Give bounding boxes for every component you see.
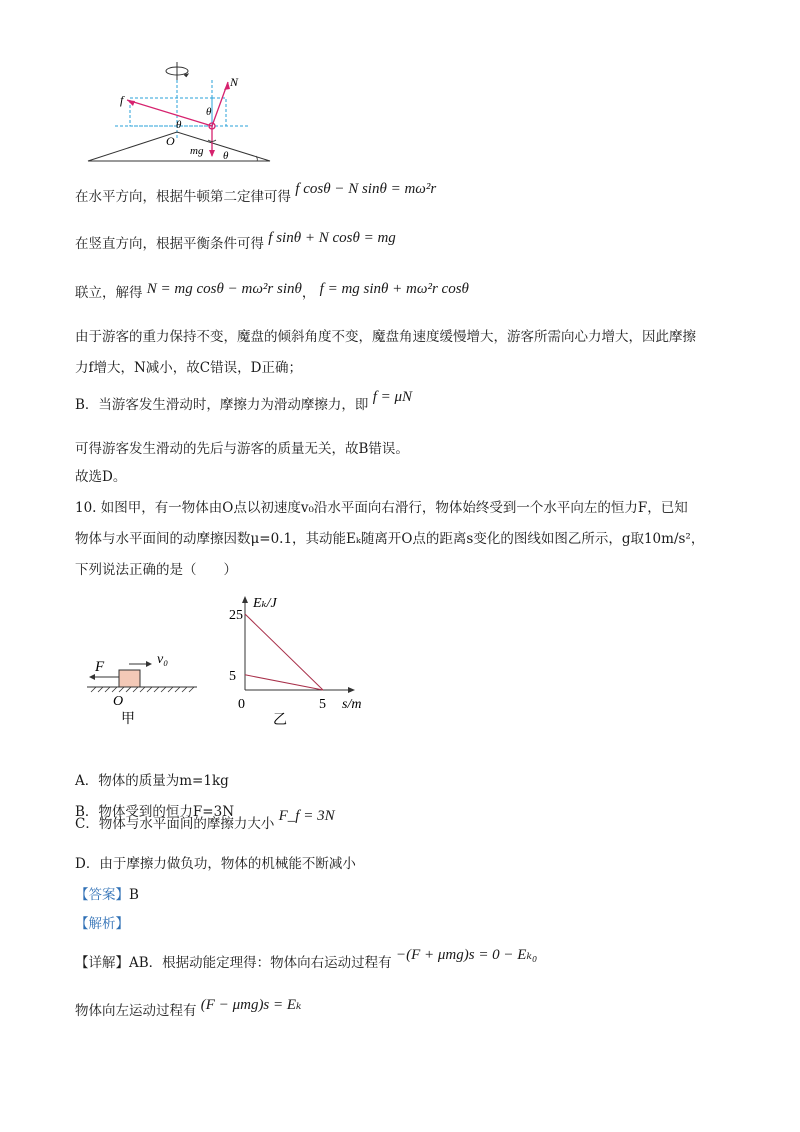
- para-reason-line2: 力f增大，N减小，故C错误，D正确；: [75, 360, 302, 376]
- label-theta: θ: [176, 119, 182, 131]
- formula-horizontal: f cosθ − N sinθ = mω²r: [295, 181, 437, 197]
- figure-jia: [85, 645, 205, 727]
- x-tick-label-5: 5: [319, 697, 326, 712]
- block: [119, 670, 140, 687]
- question-line3: 下列说法正确的是（ ）: [75, 562, 237, 578]
- option-B: B．物体受到的恒力F=3N: [75, 804, 235, 820]
- label-N: N: [230, 75, 239, 89]
- caption-yi: 乙: [273, 713, 287, 728]
- formula-f-muN: f = μN: [372, 389, 413, 405]
- formula-N: N = mg cosθ − mω²r sinθ: [146, 281, 302, 297]
- y-tick-label-25: 25: [229, 608, 243, 623]
- disk-force-diagram: [80, 60, 280, 170]
- detail2-line: 物体向左运动过程有 (F − μmg)s = Eₖ: [75, 997, 302, 1019]
- formula-energy-left: (F − μmg)s = Eₖ: [200, 997, 302, 1013]
- answer-value: B: [129, 887, 139, 903]
- origin-label: 0: [238, 697, 245, 712]
- formula-f: f = mg sinθ + mω²r cosθ: [319, 281, 469, 297]
- option-C: C．物体与水平面间的摩擦力大小 F_f = 3N: [75, 808, 335, 832]
- disk-cone: [88, 132, 270, 161]
- label-v0: v₀: [157, 652, 169, 667]
- answer-line: [75, 886, 139, 904]
- rotation-arrow-icon: [166, 62, 188, 80]
- y-tick-label-5: 5: [229, 668, 236, 684]
- analysis-tag: 【解析】: [75, 916, 129, 932]
- y-axis-label: Eₖ/J: [253, 596, 277, 611]
- para-solve: 联立，解得 N = mg cosθ − mω²r sinθ， f = mg sinθ + mω²r cosθ: [75, 281, 469, 301]
- formula-vertical: f sinθ + N cosθ = mg: [268, 230, 396, 246]
- figure-yi-chart: [225, 590, 385, 730]
- answer-tag: 【答案】: [75, 887, 129, 903]
- option-A: A．物体的质量为m=1kg: [75, 773, 229, 789]
- formula-Ff: F_f = 3N: [278, 808, 335, 824]
- option-D: D．由于摩擦力做负功，物体的机械能不断减小: [75, 856, 356, 872]
- detail-line: 【详解】AB．根据动能定理得：物体向右运动过程有 −(F + μmg)s = 0 − Eₖ₀: [75, 947, 538, 971]
- label-O: O: [166, 134, 175, 148]
- label-theta-small: θ: [206, 106, 212, 118]
- caption-jia: 甲: [121, 712, 135, 727]
- para-reason-line1: 由于游客的重力保持不变，魔盘的倾斜角度不变，魔盘角速度缓慢增大，游客所需向心力增大，因此摩擦: [75, 329, 696, 345]
- para-B: B．当游客发生滑动时，摩擦力为滑动摩擦力，即 f = μN: [75, 389, 413, 413]
- series-line-2: [245, 675, 323, 690]
- question-line2: 物体与水平面间的动摩擦因数μ=0.1，其动能Eₖ随离开O点的距离s变化的图线如图乙所示，g取10m/s²，: [75, 531, 705, 547]
- label-O: O: [113, 694, 124, 709]
- formula-energy-right: −(F + μmg)s = 0 − Eₖ₀: [395, 947, 538, 963]
- force-f-arrow: [127, 100, 212, 126]
- label-theta-base: θ: [223, 150, 229, 162]
- label-F: F: [95, 659, 105, 675]
- x-axis-label: s/m: [342, 697, 362, 712]
- para-vertical: 在竖直方向，根据平衡条件可得 f sinθ + N cosθ = mg: [75, 230, 396, 252]
- series-line-1: [245, 614, 323, 690]
- analysis-line: [75, 915, 129, 933]
- para-horizontal: 在水平方向，根据牛顿第二定律可得 f cosθ − N sinθ = mω²r: [75, 181, 437, 205]
- label-f: f: [120, 93, 124, 107]
- para-choose: 故选D。: [75, 469, 127, 485]
- para-B2: 可得游客发生滑动的先后与游客的质量无关，故B错误。: [75, 441, 409, 457]
- question-line1: 10. 如图甲，有一物体由O点以初速度v₀沿水平面向右滑行，物体始终受到一个水平向左的恒力F，已知: [75, 500, 688, 516]
- label-mg: mg: [190, 145, 204, 157]
